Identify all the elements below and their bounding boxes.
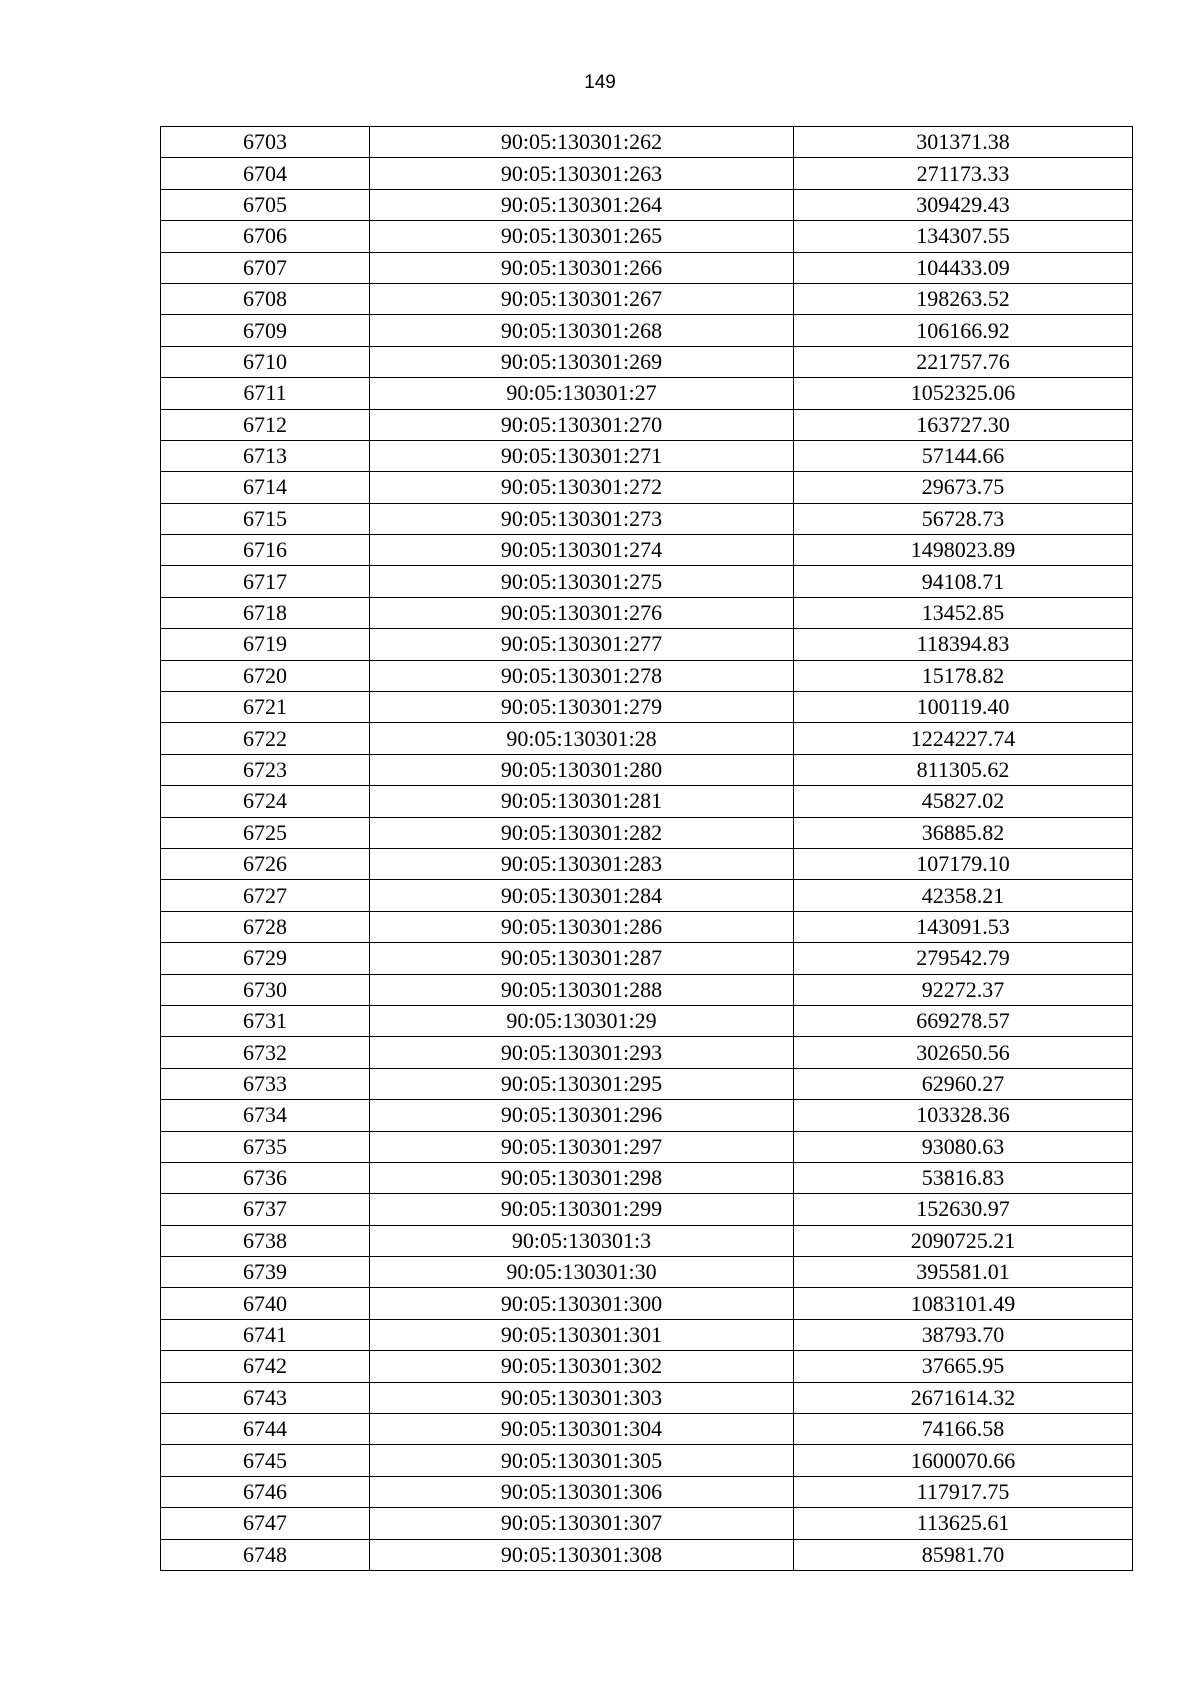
- row-number: 6710: [161, 346, 370, 377]
- table-row: [161, 1445, 1133, 1476]
- row-number: 6707: [161, 252, 370, 283]
- cadastral-number: 90:05:130301:266: [370, 252, 794, 283]
- table-row: [161, 848, 1133, 879]
- cadastral-value: 107179.10: [794, 848, 1133, 879]
- cadastral-number: 90:05:130301:280: [370, 754, 794, 785]
- table-row: [161, 1225, 1133, 1256]
- row-number: 6730: [161, 974, 370, 1005]
- cadastral-value: 143091.53: [794, 911, 1133, 942]
- cadastral-number: 90:05:130301:272: [370, 472, 794, 503]
- cadastral-number: 90:05:130301:286: [370, 911, 794, 942]
- cadastral-value: 103328.36: [794, 1100, 1133, 1131]
- row-number: 6722: [161, 723, 370, 754]
- row-number: 6712: [161, 409, 370, 440]
- cadastral-number: 90:05:130301:279: [370, 692, 794, 723]
- row-number: 6745: [161, 1445, 370, 1476]
- cadastral-value: 117917.75: [794, 1476, 1133, 1507]
- row-number: 6747: [161, 1508, 370, 1539]
- table-row: [161, 597, 1133, 628]
- table-row: [161, 221, 1133, 252]
- cadastral-value: 45827.02: [794, 786, 1133, 817]
- cadastral-number: 90:05:130301:270: [370, 409, 794, 440]
- cadastral-value: 2671614.32: [794, 1382, 1133, 1413]
- row-number: 6713: [161, 440, 370, 471]
- cadastral-value: 395581.01: [794, 1257, 1133, 1288]
- page-number: 149: [584, 72, 616, 93]
- cadastral-number: 90:05:130301:275: [370, 566, 794, 597]
- row-number: 6720: [161, 660, 370, 691]
- cadastral-value: 29673.75: [794, 472, 1133, 503]
- cadastral-number: 90:05:130301:299: [370, 1194, 794, 1225]
- cadastral-value: 106166.92: [794, 315, 1133, 346]
- row-number: 6718: [161, 597, 370, 628]
- cadastral-value: 163727.30: [794, 409, 1133, 440]
- cadastral-number: 90:05:130301:304: [370, 1414, 794, 1445]
- table-row: [161, 817, 1133, 848]
- cadastral-number: 90:05:130301:284: [370, 880, 794, 911]
- row-number: 6706: [161, 221, 370, 252]
- table-row: [161, 1476, 1133, 1507]
- cadastral-value: 1498023.89: [794, 535, 1133, 566]
- row-number: 6703: [161, 127, 370, 158]
- cadastral-number: 90:05:130301:267: [370, 283, 794, 314]
- table-row: [161, 723, 1133, 754]
- cadastral-number: 90:05:130301:293: [370, 1037, 794, 1068]
- cadastral-number: 90:05:130301:283: [370, 848, 794, 879]
- cadastral-value: 56728.73: [794, 503, 1133, 534]
- cadastral-number: 90:05:130301:295: [370, 1068, 794, 1099]
- cadastral-number: 90:05:130301:262: [370, 127, 794, 158]
- row-number: 6725: [161, 817, 370, 848]
- cadastral-number: 90:05:130301:301: [370, 1319, 794, 1350]
- row-number: 6744: [161, 1414, 370, 1445]
- cadastral-number: 90:05:130301:29: [370, 1005, 794, 1036]
- cadastral-number: 90:05:130301:271: [370, 440, 794, 471]
- row-number: 6748: [161, 1539, 370, 1570]
- table-row: [161, 911, 1133, 942]
- row-number: 6740: [161, 1288, 370, 1319]
- cadastral-number: 90:05:130301:302: [370, 1351, 794, 1382]
- table-row: [161, 1414, 1133, 1445]
- row-number: 6735: [161, 1131, 370, 1162]
- table-row: [161, 1068, 1133, 1099]
- table-row: [161, 1288, 1133, 1319]
- table-row: [161, 629, 1133, 660]
- cadastral-number: 90:05:130301:28: [370, 723, 794, 754]
- cadastral-value: 62960.27: [794, 1068, 1133, 1099]
- cadastral-value: 74166.58: [794, 1414, 1133, 1445]
- table-row: [161, 472, 1133, 503]
- table-row: [161, 880, 1133, 911]
- cadastral-value: 198263.52: [794, 283, 1133, 314]
- cadastral-value: 92272.37: [794, 974, 1133, 1005]
- cadastral-number: 90:05:130301:300: [370, 1288, 794, 1319]
- cadastral-number: 90:05:130301:308: [370, 1539, 794, 1570]
- row-number: 6708: [161, 283, 370, 314]
- cadastral-number: 90:05:130301:281: [370, 786, 794, 817]
- row-number: 6721: [161, 692, 370, 723]
- table-row: [161, 943, 1133, 974]
- cadastral-value: 38793.70: [794, 1319, 1133, 1350]
- row-number: 6705: [161, 189, 370, 220]
- table-row: [161, 974, 1133, 1005]
- cadastral-number: 90:05:130301:287: [370, 943, 794, 974]
- table-row: [161, 754, 1133, 785]
- cadastral-value: 100119.40: [794, 692, 1133, 723]
- row-number: 6742: [161, 1351, 370, 1382]
- cadastral-number: 90:05:130301:30: [370, 1257, 794, 1288]
- row-number: 6711: [161, 378, 370, 409]
- table-row: [161, 127, 1133, 158]
- cadastral-number: 90:05:130301:27: [370, 378, 794, 409]
- cadastral-value: 94108.71: [794, 566, 1133, 597]
- cadastral-value: 1052325.06: [794, 378, 1133, 409]
- table-row: [161, 315, 1133, 346]
- cadastral-number: 90:05:130301:296: [370, 1100, 794, 1131]
- cadastral-number: 90:05:130301:298: [370, 1162, 794, 1193]
- table-row: [161, 283, 1133, 314]
- table-row: [161, 535, 1133, 566]
- cadastral-value: 221757.76: [794, 346, 1133, 377]
- row-number: 6738: [161, 1225, 370, 1256]
- cadastral-number: 90:05:130301:265: [370, 221, 794, 252]
- cadastral-value: 85981.70: [794, 1539, 1133, 1570]
- cadastral-value: 13452.85: [794, 597, 1133, 628]
- row-number: 6731: [161, 1005, 370, 1036]
- row-number: 6704: [161, 158, 370, 189]
- cadastral-value: 302650.56: [794, 1037, 1133, 1068]
- table-row: [161, 1508, 1133, 1539]
- row-number: 6724: [161, 786, 370, 817]
- table-row: [161, 1100, 1133, 1131]
- cadastral-value: 309429.43: [794, 189, 1133, 220]
- table-row: [161, 503, 1133, 534]
- cadastral-value: 134307.55: [794, 221, 1133, 252]
- row-number: 6727: [161, 880, 370, 911]
- cadastral-number: 90:05:130301:297: [370, 1131, 794, 1162]
- cadastral-number: 90:05:130301:305: [370, 1445, 794, 1476]
- table-row: [161, 378, 1133, 409]
- cadastral-number: 90:05:130301:306: [370, 1476, 794, 1507]
- row-number: 6716: [161, 535, 370, 566]
- cadastral-number: 90:05:130301:288: [370, 974, 794, 1005]
- cadastral-value: 15178.82: [794, 660, 1133, 691]
- table-row: [161, 1351, 1133, 1382]
- row-number: 6723: [161, 754, 370, 785]
- cadastral-value: 118394.83: [794, 629, 1133, 660]
- table-row: [161, 440, 1133, 471]
- row-number: 6719: [161, 629, 370, 660]
- table-row: [161, 1162, 1133, 1193]
- table-row: [161, 1194, 1133, 1225]
- cadastral-number: 90:05:130301:274: [370, 535, 794, 566]
- cadastral-value: 301371.38: [794, 127, 1133, 158]
- row-number: 6733: [161, 1068, 370, 1099]
- table-body: [161, 127, 1133, 1571]
- row-number: 6729: [161, 943, 370, 974]
- table-row: [161, 1319, 1133, 1350]
- table-row: [161, 692, 1133, 723]
- cadastral-value: 113625.61: [794, 1508, 1133, 1539]
- cadastral-value: 271173.33: [794, 158, 1133, 189]
- table-row: [161, 189, 1133, 220]
- cadastral-number: 90:05:130301:282: [370, 817, 794, 848]
- table-row: [161, 252, 1133, 283]
- table-row: [161, 1539, 1133, 1570]
- table-row: [161, 786, 1133, 817]
- cadastral-number: 90:05:130301:303: [370, 1382, 794, 1413]
- table-row: [161, 409, 1133, 440]
- row-number: 6746: [161, 1476, 370, 1507]
- cadastral-number: 90:05:130301:307: [370, 1508, 794, 1539]
- cadastral-value: 669278.57: [794, 1005, 1133, 1036]
- cadastral-value: 37665.95: [794, 1351, 1133, 1382]
- cadastral-value: 53816.83: [794, 1162, 1133, 1193]
- cadastral-table: [160, 126, 1133, 1571]
- cadastral-number: 90:05:130301:278: [370, 660, 794, 691]
- cadastral-value: 104433.09: [794, 252, 1133, 283]
- row-number: 6739: [161, 1257, 370, 1288]
- cadastral-value: 811305.62: [794, 754, 1133, 785]
- cadastral-number: 90:05:130301:3: [370, 1225, 794, 1256]
- table-row: [161, 1257, 1133, 1288]
- cadastral-number: 90:05:130301:264: [370, 189, 794, 220]
- table-row: [161, 1131, 1133, 1162]
- row-number: 6714: [161, 472, 370, 503]
- cadastral-value: 42358.21: [794, 880, 1133, 911]
- row-number: 6726: [161, 848, 370, 879]
- cadastral-value: 279542.79: [794, 943, 1133, 974]
- table-row: [161, 566, 1133, 597]
- row-number: 6717: [161, 566, 370, 597]
- cadastral-value: 57144.66: [794, 440, 1133, 471]
- cadastral-number: 90:05:130301:268: [370, 315, 794, 346]
- table-row: [161, 1037, 1133, 1068]
- cadastral-value: 1224227.74: [794, 723, 1133, 754]
- cadastral-number: 90:05:130301:269: [370, 346, 794, 377]
- cadastral-number: 90:05:130301:276: [370, 597, 794, 628]
- table-row: [161, 660, 1133, 691]
- table-row: [161, 1382, 1133, 1413]
- cadastral-number: 90:05:130301:263: [370, 158, 794, 189]
- row-number: 6728: [161, 911, 370, 942]
- table-row: [161, 158, 1133, 189]
- row-number: 6736: [161, 1162, 370, 1193]
- row-number: 6741: [161, 1319, 370, 1350]
- row-number: 6737: [161, 1194, 370, 1225]
- row-number: 6734: [161, 1100, 370, 1131]
- row-number: 6715: [161, 503, 370, 534]
- cadastral-value: 1600070.66: [794, 1445, 1133, 1476]
- row-number: 6709: [161, 315, 370, 346]
- cadastral-value: 152630.97: [794, 1194, 1133, 1225]
- row-number: 6743: [161, 1382, 370, 1413]
- cadastral-number: 90:05:130301:277: [370, 629, 794, 660]
- row-number: 6732: [161, 1037, 370, 1068]
- cadastral-value: 2090725.21: [794, 1225, 1133, 1256]
- table-row: [161, 1005, 1133, 1036]
- cadastral-value: 36885.82: [794, 817, 1133, 848]
- cadastral-value: 93080.63: [794, 1131, 1133, 1162]
- table-row: [161, 346, 1133, 377]
- cadastral-value: 1083101.49: [794, 1288, 1133, 1319]
- cadastral-number: 90:05:130301:273: [370, 503, 794, 534]
